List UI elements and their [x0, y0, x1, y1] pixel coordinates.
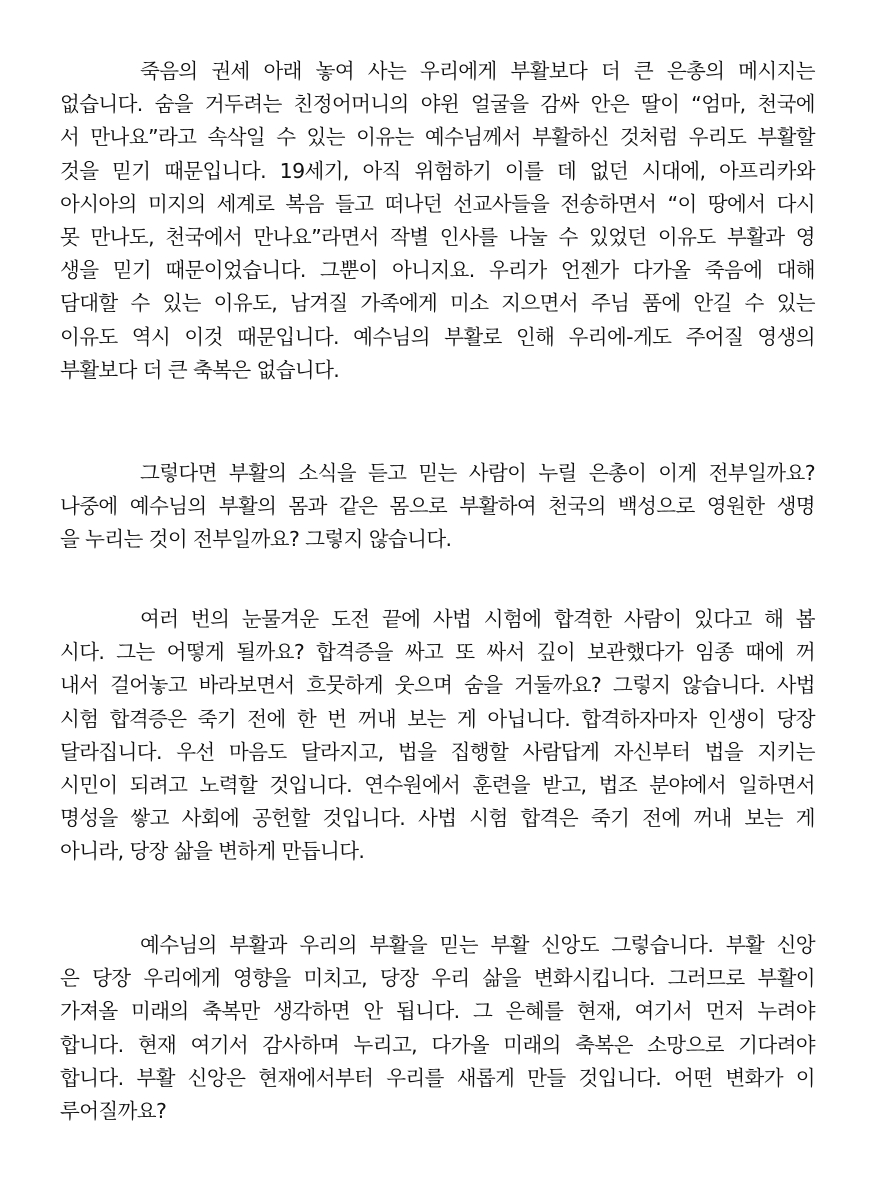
text-line: 명성을 쌓고 사회에 공헌할 것입니다. 사법 시험 합격은 죽기 전에 꺼내 보는 게 [60, 806, 815, 831]
text-line: 시다. 그는 어떻게 될까요? 합격증을 싸고 또 싸서 깊이 보관했다가 임종 때에 꺼 [60, 640, 815, 665]
text-line: 루어질까요? [60, 1098, 167, 1123]
text-line: 못 만나도, 천국에서 만나요”라면서 작별 인사를 나눌 수 있었던 이유도 부활과 영 [60, 224, 815, 249]
paragraph-4 [60, 929, 815, 1128]
paragraph-2 [60, 457, 815, 557]
text-line: 합니다. 현재 여기서 감사하며 누리고, 다가올 미래의 축복은 소망으로 기다려야 [60, 1032, 815, 1057]
paragraph-3 [60, 603, 815, 869]
text-line: 나중에 예수님의 부활의 몸과 같은 몸으로 부활하여 천국의 백성으로 영원한 생명 [60, 494, 815, 519]
paragraph-1 [60, 55, 815, 387]
text-line: 여러 번의 눈물겨운 도전 끝에 사법 시험에 합격한 사람이 있다고 해 봅 [140, 607, 815, 631]
text-line: 달라집니다. 우선 마음도 달라지고, 법을 집행할 사람답게 자신부터 법을 지키는 [60, 739, 815, 764]
text-line: 예수님의 부활과 우리의 부활을 믿는 부활 신앙도 그렇습니다. 부활 신앙 [140, 933, 815, 957]
text-line: 담대할 수 있는 이유도, 남겨질 가족에게 미소 지으면서 주님 품에 안길 수 있는 [60, 291, 815, 316]
text-line: 내서 걸어놓고 바라보면서 흐뭇하게 웃으며 숨을 거둘까요? 그렇지 않습니다. 사법 [60, 673, 815, 698]
text-line: 아시아의 미지의 세계로 복음 들고 떠나던 선교사들을 전송하면서 “이 땅에서 다시 [60, 191, 815, 216]
text-line: 없습니다. 숨을 거두려는 친정어머니의 야윈 얼굴을 감싸 안은 딸이 “엄마, 천국에 [60, 92, 815, 117]
text-line: 시민이 되려고 노력할 것입니다. 연수원에서 훈련을 받고, 법조 분야에서 일하면서 [60, 772, 815, 797]
text-line: 부활보다 더 큰 축복은 없습니다. [60, 357, 340, 382]
text-line: 그렇다면 부활의 소식을 듣고 믿는 사람이 누릴 은총이 이게 전부일까요? [140, 461, 815, 485]
text-line: 가져올 미래의 축복만 생각하면 안 됩니다. 그 은혜를 현재, 여기서 먼저 누려야 [60, 999, 815, 1024]
text-line: 서 만나요”라고 속삭일 수 있는 이유는 예수님께서 부활하신 것처럼 우리도 부활할 [60, 125, 815, 150]
text-line: 을 누리는 것이 전부일까요? 그렇지 않습니다. [60, 527, 452, 552]
text-line: 아니라, 당장 삶을 변하게 만듭니다. [60, 839, 365, 864]
text-line: 합니다. 부활 신앙은 현재에서부터 우리를 새롭게 만들 것입니다. 어떤 변화가 이 [60, 1065, 815, 1090]
text-line: 죽음의 권세 아래 놓여 사는 우리에게 부활보다 더 큰 은총의 메시지는 [140, 59, 815, 83]
text-line: 생을 믿기 때문이었습니다. 그뿐이 아니지요. 우리가 언젠가 다가올 죽음에 대해 [60, 258, 815, 283]
text-line: 은 당장 우리에게 영향을 미치고, 당장 우리 삶을 변화시킵니다. 그러므로 부활이 [60, 966, 815, 991]
text-line: 이유도 역시 이것 때문입니다. 예수님의 부활로 인해 우리에-게도 주어질 영생의 [60, 324, 815, 349]
text-line: 것을 믿기 때문입니다. 19세기, 아직 위험하기 이를 데 없던 시대에, 아프리카와 [60, 158, 815, 183]
text-line: 시험 합격증은 죽기 전에 한 번 꺼내 보는 게 아닙니다. 합격하자마자 인생이 당장 [60, 706, 815, 731]
